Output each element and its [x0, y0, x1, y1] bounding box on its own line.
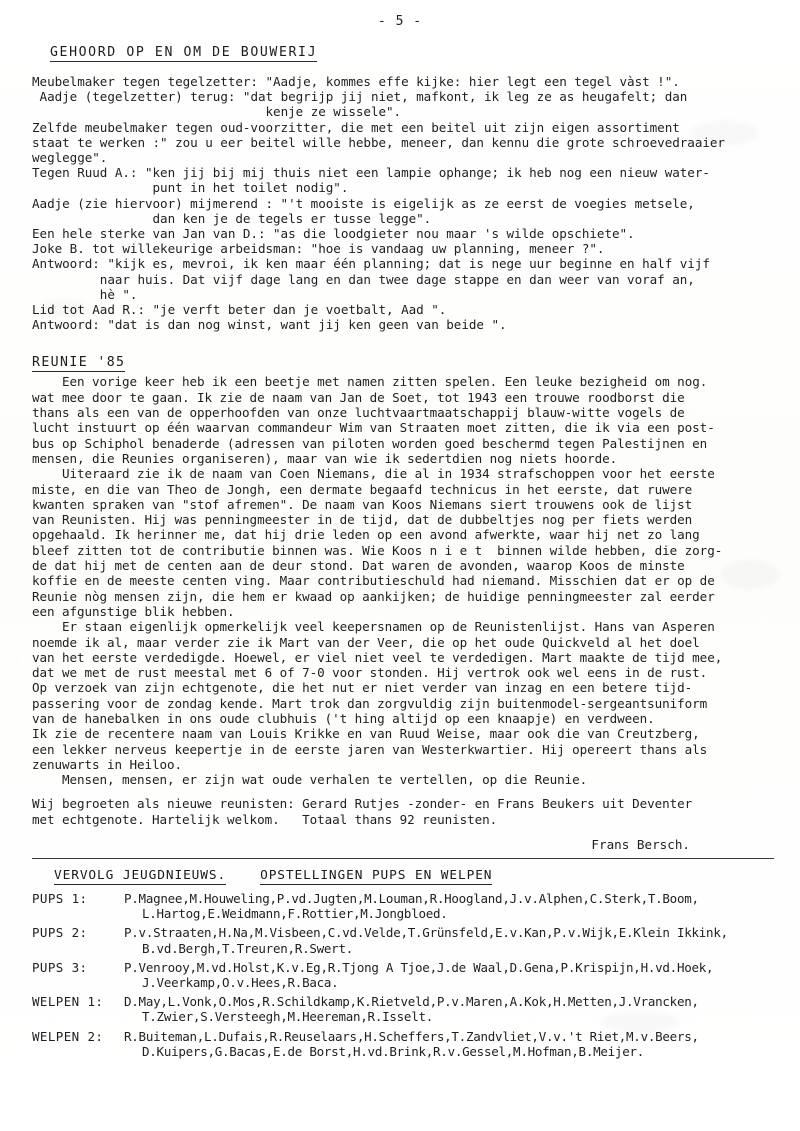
- joke-line: Antwoord: "kijk es, mevroi, ik ken maar één planning; dat is nege uur beginne en half vijf: [32, 256, 710, 272]
- paragraph-line: opgehaald. Ik herinner me, dat hij drie leden op een avond afwerkte, waar hij net zo lang: [32, 527, 700, 543]
- joke-line: Een hele sterke van Jan van D.: "as die loodgieter nou maar 's wilde opschiete".: [32, 226, 635, 242]
- paragraph-line: van Reunisten. Hij was penningmeester in de tijd, dat de dubbeltjes nog per fiets werden: [32, 512, 693, 528]
- roster-line: T.Zwier,S.Versteegh,M.Heereman,R.Isselt.: [142, 1009, 434, 1025]
- team-roster: [124, 1029, 774, 1060]
- paragraph-line: bus op Schiphol benaderde (adressen van piloten worden goed beschermd tegen Palestijnen en: [32, 435, 708, 451]
- team-label: PUPS 2:: [32, 925, 88, 941]
- roster-line: P.v.Straaten,H.Na,M.Visbeen,C.vd.Velde,T.Grünsfeld,E.v.Kan,P.v.Wijk,E.Klein Ikkink,: [124, 925, 728, 941]
- joke-line: staat te werken :" zou u eer beitel wille hebbe, meneer, dan kennu die grote schroevedraaier: [32, 134, 725, 150]
- paragraph-line: een lekker nerveus keepertje in de eerste jaren van Westerkwartier. Hij opereert thans als: [32, 741, 708, 757]
- paragraph-line: wat mee door te gaan. Ik zie de naam van Jan de Soet, tot 1943 een trouwe roodborst die: [32, 389, 685, 405]
- lineups-heading-vervolg: VERVOLG JEUGDNIEUWS.: [54, 868, 227, 884]
- team-roster: [124, 960, 774, 991]
- joke-line: Meubelmaker tegen tegelzetter: "Aadje, kommes effe kijke: hier legt een tegel vàst !".: [32, 74, 680, 89]
- joke-line: kenje ze wissele".: [32, 104, 402, 120]
- roster-line: P.Magnee,M.Houweling,P.vd.Jugten,M.Louman,R.Hoogland,J.v.Alphen,C.Sterk,T.Boom,: [124, 891, 699, 907]
- paragraph-line: dat we met de rust meestal met 6 of 7-0 voor stonden. Hij vertrok ook wel eens in de rust.: [32, 665, 708, 681]
- team-label: WELPEN 1:: [32, 994, 104, 1010]
- paragraph-line: een afgunstige blik hebben.: [32, 603, 235, 619]
- paragraph-line: Op verzoek van zijn echtgenote, die het nut er niet verder van inzag en een betere tijd-: [32, 680, 693, 696]
- roster-line: P.Venrooy,M.vd.Holst,K.v.Eg,R.Tjong A Tjoe,J.de Waal,D.Gena,P.Krispijn,H.vd.Hoek,: [124, 959, 714, 975]
- paragraph-line: Uiteraard zie ik de naam van Coen Niemans, die al in 1934 strafschoppen voor het eerste: [32, 466, 715, 482]
- team-label: PUPS 1:: [32, 891, 88, 907]
- author-signature: Frans Bersch.: [591, 837, 690, 853]
- bouwerij-jokes-block: [32, 74, 774, 332]
- joke-line: Antwoord: "dat is dan nog winst, want jij ken geen van beide ".: [32, 317, 507, 333]
- paragraph-line: lucht instuurt op één waarvan commandeur Wim van Straaten moet zitten, die ik via een post-: [32, 420, 715, 436]
- section-heading-bouwerij-row: [32, 29, 774, 74]
- paragraph-line: met echtgenote. Hartelijk welkom. Totaal thans 92 reunisten.: [32, 811, 498, 827]
- paragraph-line: Een vorige keer heb ik een beetje met namen zitten spelen. Een leuke bezigheid om nog.: [32, 374, 708, 390]
- joke-line: Joke B. tot willekeurige arbeidsman: "hoe is vandaag uw planning, meneer ?".: [32, 241, 605, 257]
- reunie-welcome-paragraph: [32, 796, 774, 827]
- reunie-paragraph: [32, 466, 774, 619]
- table-row: [32, 925, 774, 956]
- table-row: [32, 994, 774, 1025]
- paragraph-line: van het eerste verdedigde. Hoewel, er viel niet veel te verdedigen. Mart maakte de tijd mee,: [32, 649, 723, 665]
- joke-line: Aadje (tegelzetter) terug: "dat begrijp jij niet, mafkont, ik leg ze as heugafelt; dan: [32, 89, 688, 105]
- table-row: [32, 891, 774, 922]
- roster-line: B.vd.Bergh,T.Treuren,R.Swert.: [142, 940, 353, 956]
- joke-line: Lid tot Aad R.: "je verft beter dan je voetbalt, Aad ".: [32, 302, 447, 318]
- lineups-heading-opstellingen: OPSTELLINGEN PUPS EN WELPEN: [260, 868, 493, 884]
- paragraph-line: noemde ik al, maar verder zie ik Mart van der Veer, die op het oude Quickveld al het doel: [32, 634, 700, 650]
- team-label: PUPS 3:: [32, 959, 88, 975]
- paragraph-line: koffie en de meeste centen ving. Maar contributieschuld had niemand. Misschien dat er op de: [32, 573, 715, 589]
- paragraph-line: mensen, die Reunies organiseren), maar van wie ik sedertdien nog niets hoorde.: [32, 450, 618, 466]
- team-label: WELPEN 2:: [32, 1028, 104, 1044]
- paragraph-line: miste, en die van Theo de Jongh, een dermate begaafd technicus in het eerste, dat ruwere: [32, 481, 693, 497]
- lineups-heading-row: [54, 868, 774, 885]
- paragraph-line: thans als een van de opperhoofden van onze luchtvaartmaatschappij blauw-witte vogels de: [32, 405, 685, 421]
- reunie-paragraph: [32, 619, 774, 772]
- joke-line: hè ".: [32, 286, 138, 302]
- paragraph-line: Wij begroeten als nieuwe reunisten: Gerard Rutjes -zonder- en Frans Beukers uit Deventer: [32, 796, 693, 812]
- paragraph-line: Reunie nòg mensen zijn, die hem er kwaad op aankijken; de huidige penningmeester zal eerder: [32, 588, 715, 604]
- team-roster: [124, 994, 774, 1025]
- roster-line: J.Veerkamp,O.v.Hees,R.Baca.: [142, 975, 339, 991]
- roster-line: D.May,L.Vonk,O.Mos,R.Schildkamp,K.Rietveld,P.v.Maren,A.Kok,H.Metten,J.Vrancken,: [124, 994, 699, 1010]
- paragraph-line: Er staan eigenlijk opmerkelijk veel keepersnamen op de Reunistenlijst. Hans van Asperen: [32, 619, 715, 635]
- roster-line: D.Kuipers,G.Bacas,E.de Borst,H.vd.Brink,R.v.Gessel,M.Hofman,B.Meijer.: [142, 1043, 645, 1059]
- paragraph-line: bleef zitten tot de contributie binnen was. Wie Koos n i e t binnen wilde hebben, die zorg-: [32, 542, 723, 558]
- section-heading-bouwerij: GEHOORD OP EN OM DE BOUWERIJ: [50, 45, 318, 60]
- table-row: [32, 1029, 774, 1060]
- paragraph-line: kwanten spraken van "stof afremen". De naam van Koos Niemans siert trouwens ook de lijst: [32, 496, 693, 512]
- roster-line: L.Hartog,E.Weidmann,F.Rottier,M.Jongbloed.: [142, 906, 448, 922]
- paragraph-line: zenuwarts in Heiloo.: [32, 756, 183, 772]
- section-heading-reunie-row: [32, 341, 774, 374]
- reunie-paragraph: [32, 374, 774, 466]
- joke-line: naar huis. Dat vijf dage lang en dan twee dage stappe en dan weer van voraf an,: [32, 271, 695, 287]
- reunie-paragraph: [32, 772, 774, 787]
- page-number: - 5 -: [377, 14, 423, 29]
- joke-line: Aadje (zie hiervoor) mijmerend : "'t mooiste is eigelijk as ze eerst de voegies metsele,: [32, 195, 695, 211]
- joke-line: weglegge".: [32, 150, 108, 166]
- joke-line: dan ken je de tegels er tusse legge".: [32, 210, 432, 226]
- paragraph-line: passering voor de zondag kende. Mart trok dan zorgvuldig zijn buitenmodel-sergeantsuniform: [32, 695, 708, 711]
- joke-line: Tegen Ruud A.: "ken jij bij mij thuis niet een lampie ophange; ik heb nog een nieuw water-: [32, 165, 710, 181]
- section-heading-reunie: REUNIE '85: [32, 355, 126, 371]
- team-roster: [124, 925, 774, 956]
- roster-line: R.Buiteman,L.Dufais,R.Reuselaars,H.Scheffers,T.Zandvliet,V.v.'t Riet,M.v.Beers,: [124, 1028, 699, 1044]
- horizontal-divider: [32, 858, 774, 859]
- lineups-table: [32, 891, 774, 1060]
- team-roster: [124, 891, 774, 922]
- paragraph-line: de dat hij met de centen aan de deur stond. Dat waren de avonden, waarop Koos de minste: [32, 558, 685, 574]
- lineups-section: [32, 868, 774, 1060]
- joke-line: punt in het toilet nodig".: [32, 180, 349, 196]
- paragraph-line: Mensen, mensen, er zijn wat oude verhalen te vertellen, op die Reunie.: [32, 772, 588, 788]
- table-row: [32, 960, 774, 991]
- document-body: [0, 29, 800, 1060]
- joke-line: Zelfde meubelmaker tegen oud-voorzitter, die met een beitel uit zijn eigen assortiment: [32, 119, 680, 135]
- paragraph-line: van de hanebalken in ons oude clubhuis ('t hing altijd op een knaapje) en verdween.: [32, 710, 655, 726]
- paragraph-line: Ik zie de recentere naam van Louis Krikke en van Ruud Weise, maar ook die van Creutzberg,: [32, 726, 700, 742]
